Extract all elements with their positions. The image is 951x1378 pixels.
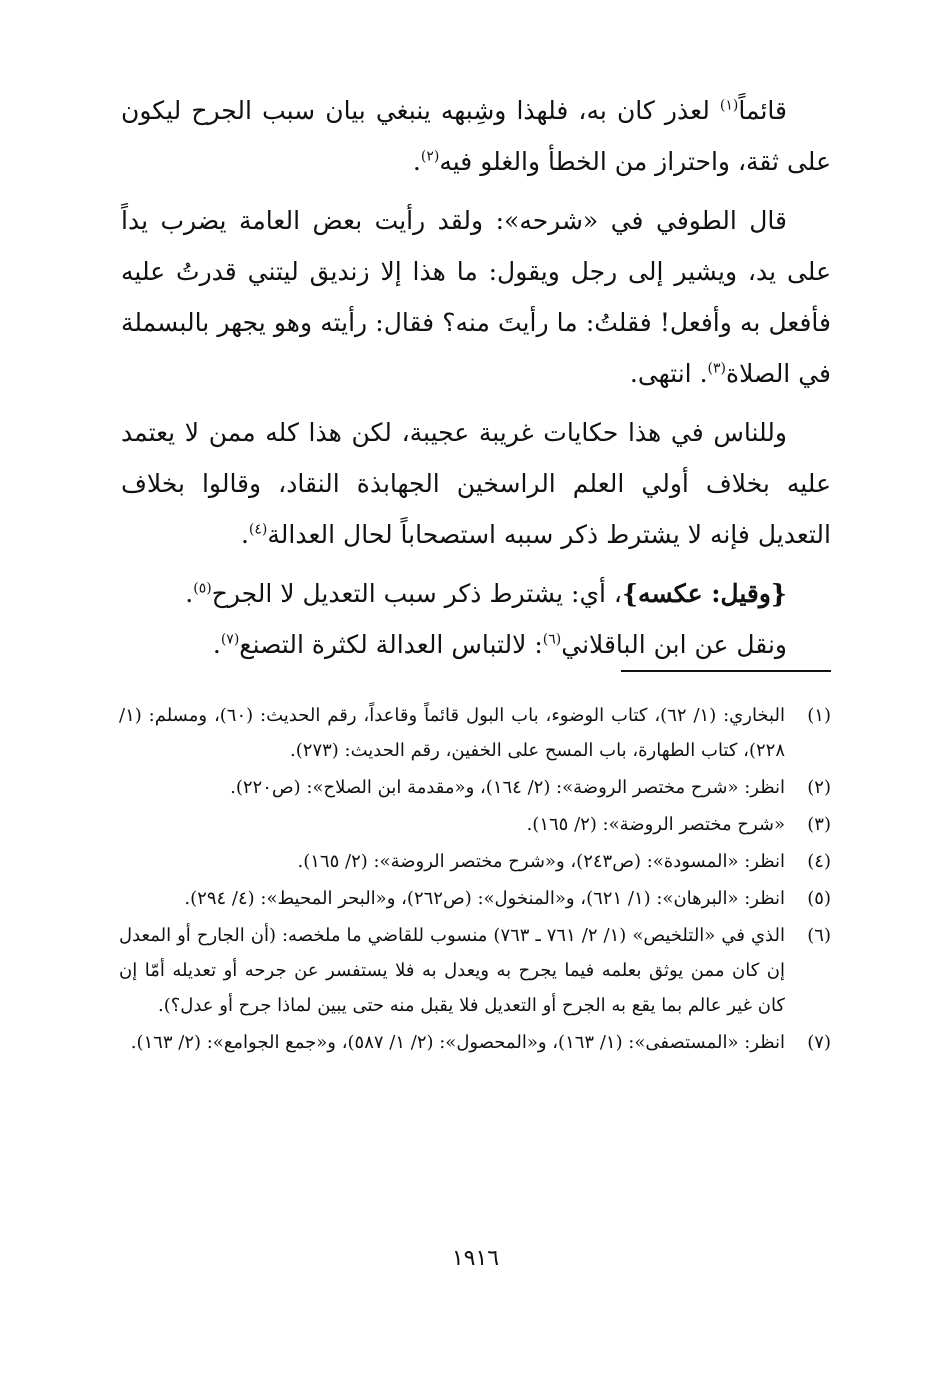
footnote-ref-1[interactable]: (١) xyxy=(719,97,739,114)
footnotes xyxy=(119,698,839,1062)
footnote-text: «شرح مختصر الروضة»: (٢/ ١٦٥). xyxy=(526,814,785,835)
footnote-text: انظر: «المستصفى»: (١/ ١٦٣)، و«المحصول»: (٢/ ١/ ٥٨٧)، و«جمع الجوامع»: (٢/ ١٦٣). xyxy=(130,1032,785,1053)
footnote xyxy=(119,918,839,1023)
footnote-ref-3[interactable]: (٣) xyxy=(707,360,726,377)
footnote-number: (٢) xyxy=(807,777,831,798)
footnote-text: انظر: «المسودة»: (ص٢٤٣)، و«شرح مختصر الروضة»: (٢/ ١٦٥). xyxy=(297,851,785,872)
main-text xyxy=(121,85,831,670)
footnote-ref-7[interactable]: (٧) xyxy=(220,631,240,648)
footnote-number: (٤) xyxy=(807,851,831,872)
footnote-text: البخاري: (١/ ٦٢)، كتاب الوضوء، باب البول قائماً وقاعداً، رقم الحديث: (٦٠)، ومسلم: (١/ ٢٢٨)، كتاب الطهارة، باب المسح على الخفين، رقم الحديث: (٢٧٣). xyxy=(119,705,785,761)
footnote-ref-4[interactable]: (٤) xyxy=(248,521,268,538)
footnote xyxy=(119,881,839,916)
footnote-number: (٥) xyxy=(807,888,831,909)
footnote-number: (٣) xyxy=(807,814,831,835)
footnote xyxy=(119,844,839,879)
footnote-number: (٦) xyxy=(807,925,831,946)
paragraph-3: وللناس في هذا حكايات غريبة عجيبة، لكن هذا كله ممن لا يعتمد عليه بخلاف أولي العلم الراسخين الجهابذة النقاد، وقالوا بخلاف التعديل فإنه لا يشترط ذكر سببه استصحاباً لحال العدالة$^{(٤)}$. xyxy=(121,418,831,549)
footnote xyxy=(119,770,839,805)
footnote-number: (١) xyxy=(807,705,831,726)
paragraph-4: {وقيل: عكسه}، أي: يشترط ذكر سبب التعديل لا الجرح$^{(٥)}$. xyxy=(185,579,787,608)
footnote-text: الذي في «التلخيص» (١/ ٢/ ٧٦١ ـ ٧٦٣) منسوب للقاضي ما ملخصه: (أن الجارح أو المعدل إن كان ممن يوثق بعلمه فيما يجرح به ويعدل به فلا يستفسر عن جرحه أو تعديله أمّا إن كان غير عالم بما يقع به الجرح أو التعديل فلا يقبل منه حتى يبين لماذا جرح أو عدل؟). xyxy=(119,925,785,1016)
footnote xyxy=(119,807,839,842)
footnote-ref-6[interactable]: (٦) xyxy=(542,631,562,648)
page-number: ١٩١٦ xyxy=(451,1246,500,1271)
footnote-ref-5[interactable]: (٥) xyxy=(193,580,212,597)
footnote-divider xyxy=(621,670,831,672)
paragraph-2: قال الطوفي في «شرحه»: ولقد رأيت بعض العامة يضرب يداً على يد، ويشير إلى رجل ويقول: ما هذا إلا زنديق ليتني قدرتُ عليه فأفعل به وأفعل! فقلتُ: ما رأيتَ منه؟ فقال: رأيته وهو يجهر بالبسملة في الصلاة$^{(٣)}$. انتهى. xyxy=(121,206,831,388)
paragraph-1: قائماً$^{(١)}$ لعذر كان به، فلهذا وشِبهه ينبغي بيان سبب الجرح ليكون على ثقة، واحتراز من الخطأ والغلو فيه$^{(٢)}$. xyxy=(121,96,831,176)
footnote-text: انظر: «شرح مختصر الروضة»: (٢/ ١٦٤)، و«مقدمة ابن الصلاح»: (ص٢٢٠). xyxy=(230,777,785,798)
footnote-number: (٧) xyxy=(807,1032,831,1053)
footnote-ref-2[interactable]: (٢) xyxy=(420,148,440,165)
footnote xyxy=(119,698,839,768)
footnote-text: انظر: «البرهان»: (١/ ٦٢١)، و«المنخول»: (ص٢٦٢)، و«البحر المحيط»: (٤/ ٢٩٤). xyxy=(184,888,785,909)
bold-phrase: {وقيل: عكسه} xyxy=(621,579,787,608)
footnote xyxy=(119,1025,839,1060)
paragraph-5: ونقل عن ابن الباقلاني$^{(٦)}$: لالتباس العدالة لكثرة التصنع$^{(٧)}$. xyxy=(212,630,787,659)
